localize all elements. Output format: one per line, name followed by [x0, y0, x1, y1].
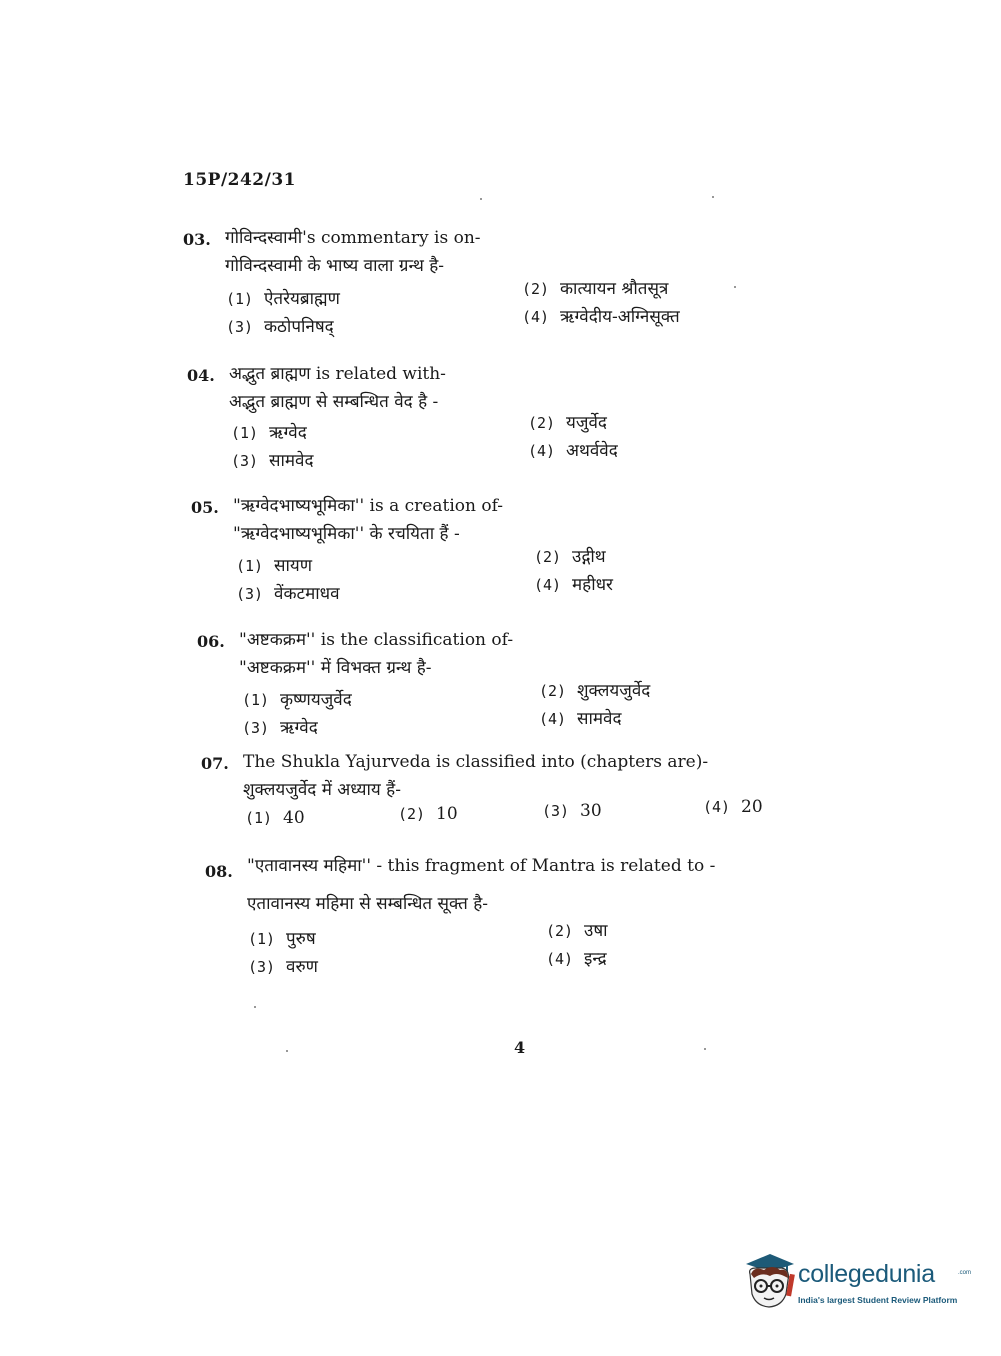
- option-1: (1) ऋग्वेद: [231, 423, 307, 443]
- option-3: (3) वरुण: [248, 957, 318, 977]
- question-07: [201, 750, 761, 810]
- question-text-hi: "ऋग्वेदभाष्यभूमिका'' के रचयिता हैं -: [233, 524, 460, 544]
- question-text-hi: गोविन्दस्वामी के भाष्य वाला ग्रन्थ है-: [225, 256, 445, 276]
- question-text-hi: अद्भुत ब्राह्मण से सम्बन्धित वेद है -: [229, 392, 439, 412]
- option-1: (1) ऐतरेयब्राह्मण: [226, 289, 340, 309]
- question-text-en: "ऋग्वेदभाष्यभूमिका'' is a creation of-: [233, 496, 504, 516]
- option-1: (1) 40: [245, 808, 305, 828]
- scan-speck: [734, 286, 736, 288]
- option-1: (1) पुरुष: [248, 929, 316, 949]
- option-2: (2) उद्गीथ: [534, 547, 606, 567]
- option-2: (2) शुक्लयजुर्वेद: [539, 681, 651, 701]
- option-4: (4) अथर्ववेद: [528, 441, 618, 461]
- question-number: 07.: [201, 754, 229, 773]
- option-4: (4) 20: [703, 797, 763, 817]
- question-text-en: अद्भुत ब्राह्मण is related with-: [229, 364, 446, 384]
- question-08: [205, 854, 765, 924]
- scan-speck: [286, 1050, 288, 1052]
- scan-speck: [480, 198, 482, 200]
- brand-suffix: .com: [958, 1270, 972, 1276]
- option-3: (3) सामवेद: [231, 451, 314, 471]
- page-number: 4: [514, 1038, 526, 1057]
- question-text-en: गोविन्दस्वामी's commentary is on-: [225, 228, 481, 248]
- option-2: (2) 10: [398, 804, 458, 824]
- scan-speck: [254, 1006, 256, 1008]
- collegedunia-logo: [742, 1250, 972, 1320]
- question-text-hi: "अष्टकक्रम'' में विभक्त ग्रन्थ है-: [239, 658, 432, 678]
- question-04: [187, 362, 747, 422]
- option-2: (2) कात्यायन श्रौतसूत्र: [522, 279, 669, 299]
- option-1: (1) सायण: [236, 556, 313, 576]
- option-3: (3) 30: [542, 801, 602, 821]
- question-text-en: The Shukla Yajurveda is classified into (chapters are)-: [243, 752, 709, 772]
- brand-tagline: India's largest Student Review Platform: [798, 1295, 958, 1305]
- option-3: (3) वेंकटमाधव: [236, 584, 340, 604]
- option-3: (3) ऋग्वेद: [242, 718, 318, 738]
- question-text-en: "अष्टकक्रम'' is the classification of-: [239, 630, 514, 650]
- question-number: 05.: [191, 498, 219, 517]
- question-05: [191, 494, 751, 554]
- option-2: (2) उषा: [546, 921, 608, 941]
- mascot-icon: [742, 1250, 798, 1312]
- option-4: (4) महीधर: [534, 575, 614, 595]
- option-2: (2) यजुर्वेद: [528, 413, 607, 433]
- scan-speck: [712, 196, 714, 198]
- option-3: (3) कठोपनिषद्: [226, 317, 334, 337]
- question-text-en: "एतावानस्य महिमा'' - this fragment of Mantra is related to -: [247, 856, 716, 876]
- option-1: (1) कृष्णयजुर्वेद: [242, 690, 352, 710]
- question-number: 08.: [205, 862, 233, 881]
- option-4: (4) इन्द्र: [546, 949, 607, 969]
- question-06: [197, 628, 757, 688]
- option-4: (4) ऋग्वेदीय-अग्निसूक्त: [522, 307, 680, 327]
- question-text-hi: शुक्लयजुर्वेद में अध्याय हैं-: [243, 780, 401, 800]
- question-number: 04.: [187, 366, 215, 385]
- option-4: (4) सामवेद: [539, 709, 622, 729]
- question-text-hi: एतावानस्य महिमा से सम्बन्धित सूक्त है-: [247, 894, 488, 914]
- question-number: 03.: [183, 230, 211, 249]
- brand-name: collegedunia: [798, 1260, 935, 1288]
- question-number: 06.: [197, 632, 225, 651]
- paper-code: 15P/242/31: [183, 170, 297, 190]
- scan-speck: [704, 1048, 706, 1050]
